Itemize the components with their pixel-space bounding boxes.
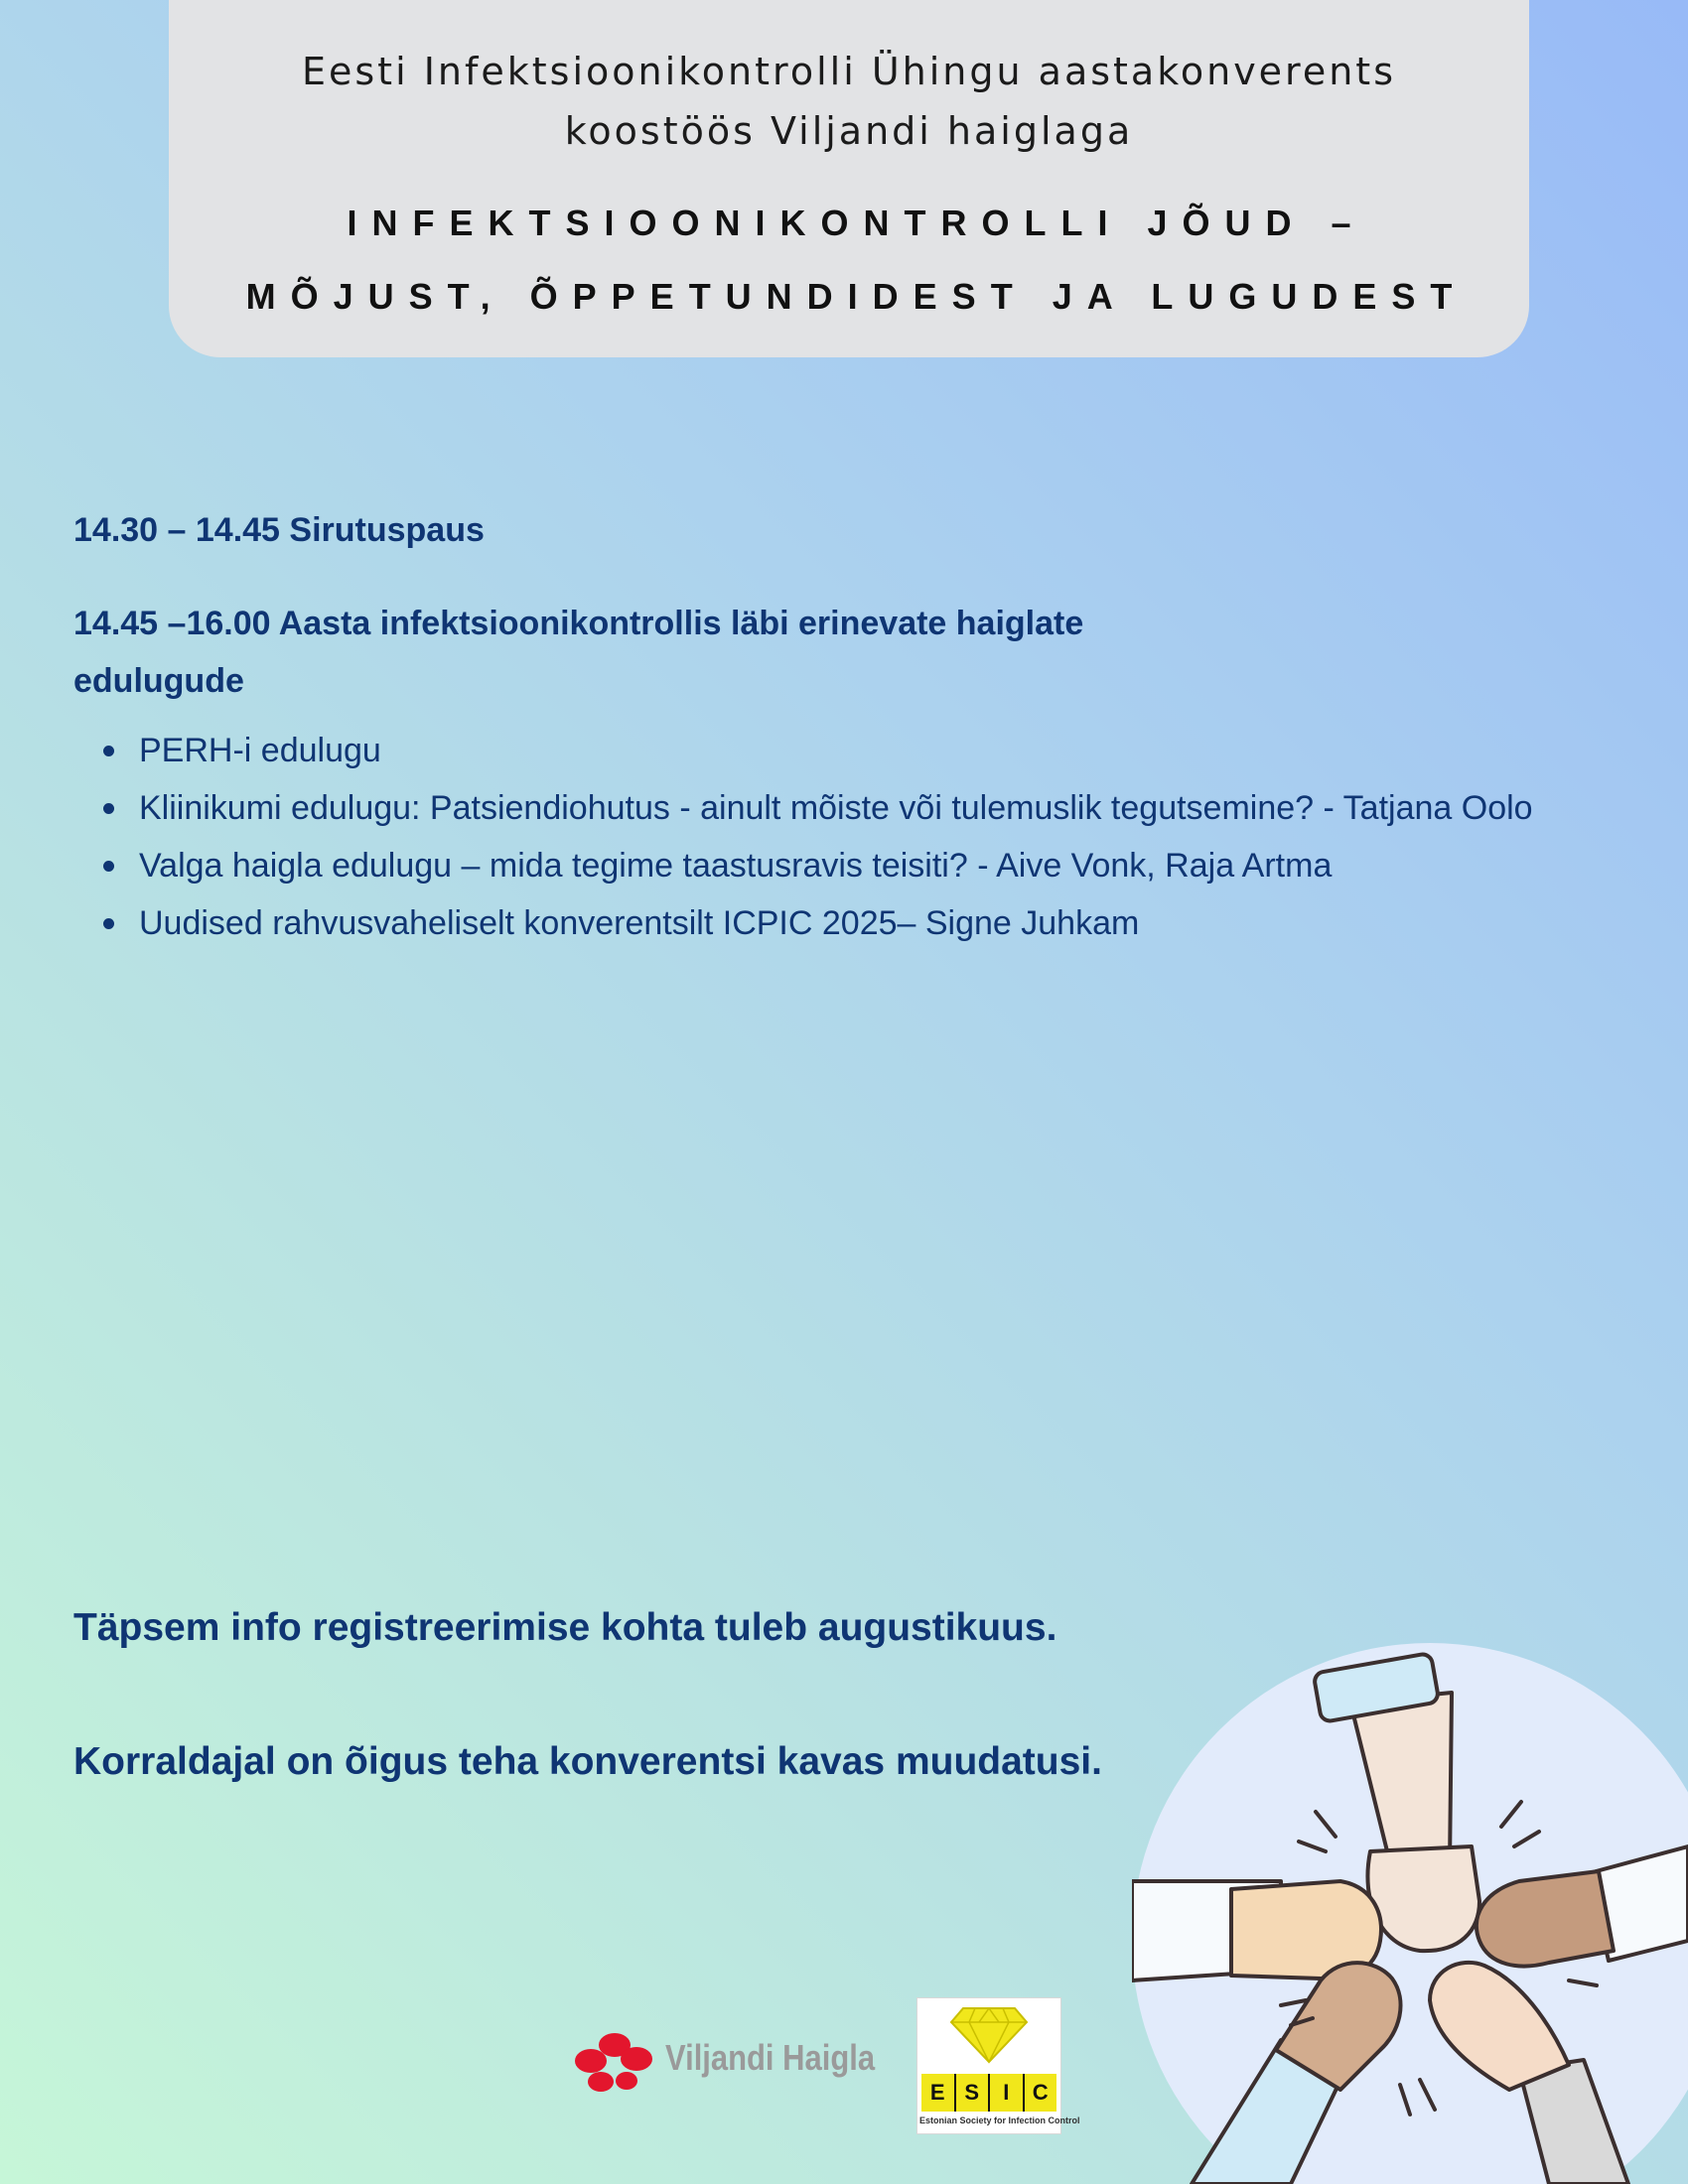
viljandi-haigla-name: Viljandi Haigla xyxy=(665,2037,876,2078)
esic-letter-i: I xyxy=(990,2074,1025,2112)
talk-text: Kliinikumi edulugu: Patsiendiohutus - ainult mõiste või tulemuslik tegutsemine? - Tatjana Oolo xyxy=(139,789,1533,827)
header-card xyxy=(169,0,1529,357)
conference-title xyxy=(169,187,1529,334)
fist-bump-icon xyxy=(1132,1643,1688,2184)
talk-text: Uudised rahvusvaheliselt konverentsilt ICPIC 2025– Signe Juhkam xyxy=(139,904,1140,942)
agenda-slot-title xyxy=(73,595,1603,710)
talk-text: Valga haigla edulugu – mida tegime taastusravis teisiti? - Aive Vonk, Raja Artma xyxy=(139,847,1333,885)
esic-caption: Estonian Society for Infection Control xyxy=(919,2116,1080,2125)
title-line-1: INFEKTSIOONIKONTROLLI JÕUD – xyxy=(347,203,1366,243)
bullet-icon xyxy=(103,746,114,756)
changes-notice: Korraldajal on õigus teha konverentsi kavas muudatusi. xyxy=(73,1740,1102,1783)
subtitle-line-2: koostöös Viljandi haiglaga xyxy=(564,109,1134,153)
bullet-icon xyxy=(103,861,114,872)
esic-logo xyxy=(916,1997,1080,2134)
diamond-icon xyxy=(917,1998,1060,2068)
esic-letter-s: S xyxy=(956,2074,991,2112)
agenda-slot-title-line-2: edulugude xyxy=(73,662,244,700)
viljandi-haigla-logo xyxy=(571,2027,879,2097)
bullet-icon xyxy=(103,918,114,929)
bullet-icon xyxy=(103,803,114,814)
talk-text: PERH-i edulugu xyxy=(139,732,381,769)
esic-letters xyxy=(921,2074,1056,2112)
esic-letter-e: E xyxy=(921,2074,956,2112)
esic-letter-c: C xyxy=(1032,2080,1049,2105)
list-item xyxy=(139,837,1603,894)
talk-list xyxy=(73,722,1603,952)
registration-notice: Täpsem info registreerimise kohta tuleb augustikuus. xyxy=(73,1606,1057,1649)
agenda-slot-title-line-1: 14.45 –16.00 Aasta infektsioonikontrollis läbi erinevate haiglate xyxy=(73,605,1084,642)
list-item xyxy=(139,894,1603,952)
flower-icon xyxy=(571,2027,660,2097)
conference-subtitle xyxy=(169,42,1529,161)
list-item xyxy=(139,779,1603,837)
agenda xyxy=(73,501,1603,952)
title-line-2: MÕJUST, ÕPPETUNDIDEST JA LUGUDEST xyxy=(245,276,1468,317)
list-item xyxy=(139,722,1603,779)
agenda-slot-break: 14.30 – 14.45 Sirutuspaus xyxy=(73,511,485,549)
subtitle-line-1: Eesti Infektsioonikontrolli Ühingu aastakonverents xyxy=(301,50,1397,93)
